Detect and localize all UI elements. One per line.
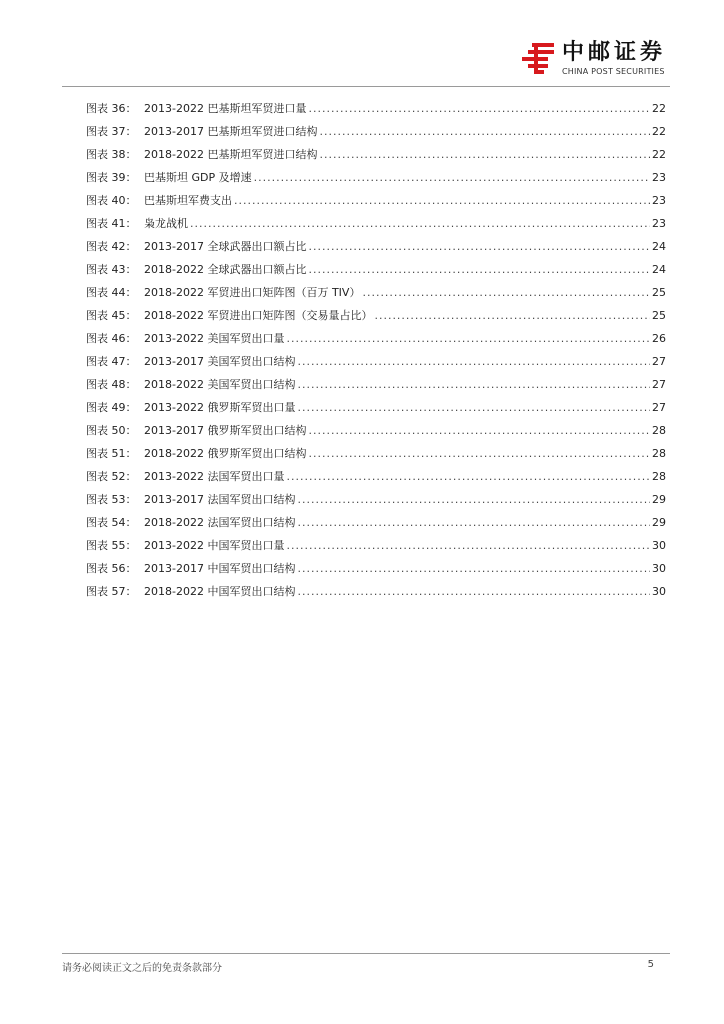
toc-entry-44[interactable] [86, 277, 666, 300]
toc-label: 图表 40： [86, 194, 137, 207]
toc-title: 2013-2017 俄罗斯军贸出口结构 [144, 424, 307, 437]
toc-leader [297, 401, 650, 415]
toc-title: 2013-2022 法国军贸出口量 [144, 470, 285, 483]
toc-label: 图表 44： [86, 286, 137, 299]
toc-entry-39[interactable] [86, 162, 666, 185]
toc-entry-47[interactable] [86, 346, 666, 369]
toc-label: 图表 50： [86, 424, 137, 437]
toc-leader [286, 539, 650, 553]
toc-label: 图表 39： [86, 171, 137, 184]
toc-leader [308, 263, 650, 277]
toc-title: 2013-2017 美国军贸出口结构 [144, 355, 296, 368]
toc-label: 图表 45： [86, 309, 137, 322]
toc-entry-56[interactable] [86, 553, 666, 576]
toc-page: 22 [652, 102, 666, 115]
toc-title: 2013-2017 中国军贸出口结构 [144, 562, 296, 575]
toc-title: 2018-2022 法国军贸出口结构 [144, 516, 296, 529]
toc-entry-43[interactable] [86, 254, 666, 277]
toc-page: 27 [652, 378, 666, 391]
toc-page: 24 [652, 240, 666, 253]
toc-label: 图表 54： [86, 516, 137, 529]
toc-title: 2018-2022 俄罗斯军贸出口结构 [144, 447, 307, 460]
toc-title: 2018-2022 中国军贸出口结构 [144, 585, 296, 598]
toc-title: 2013-2022 俄罗斯军贸出口量 [144, 401, 296, 414]
toc-leader [234, 194, 650, 208]
toc-entry-54[interactable] [86, 507, 666, 530]
footer-divider [62, 953, 670, 954]
toc-entry-40[interactable] [86, 185, 666, 208]
toc-entry-55[interactable] [86, 530, 666, 553]
toc-leader [308, 102, 650, 116]
toc-leader [297, 378, 650, 392]
figure-list [86, 93, 666, 599]
toc-page: 29 [652, 516, 666, 529]
toc-title: 枭龙战机 [144, 217, 188, 230]
toc-page: 23 [652, 217, 666, 230]
toc-label: 图表 38： [86, 148, 137, 161]
toc-entry-37[interactable] [86, 116, 666, 139]
toc-label: 图表 48： [86, 378, 137, 391]
toc-leader [308, 240, 650, 254]
toc-entry-50[interactable] [86, 415, 666, 438]
toc-label: 图表 42： [86, 240, 137, 253]
toc-title: 巴基斯坦 GDP 及增速 [144, 171, 252, 184]
toc-leader [362, 286, 650, 300]
toc-leader [374, 309, 650, 323]
toc-title: 2013-2017 全球武器出口额占比 [144, 240, 307, 253]
toc-leader [308, 424, 650, 438]
toc-entry-52[interactable] [86, 461, 666, 484]
toc-page: 28 [652, 470, 666, 483]
toc-label: 图表 52： [86, 470, 137, 483]
toc-leader [297, 355, 650, 369]
toc-label: 图表 37： [86, 125, 137, 138]
toc-leader [319, 148, 650, 162]
logo-name-en: CHINA POST SECURITIES [561, 66, 665, 76]
china-post-logo-icon [520, 40, 556, 76]
toc-label: 图表 53： [86, 493, 137, 506]
toc-page: 24 [652, 263, 666, 276]
toc-label: 图表 56： [86, 562, 137, 575]
toc-page: 25 [652, 309, 666, 322]
toc-page: 23 [652, 194, 666, 207]
toc-entry-41[interactable] [86, 208, 666, 231]
toc-title: 2013-2022 巴基斯坦军贸进口量 [144, 102, 307, 115]
toc-label: 图表 51： [86, 447, 137, 460]
toc-page: 27 [652, 401, 666, 414]
toc-page: 27 [652, 355, 666, 368]
toc-label: 图表 41： [86, 217, 137, 230]
toc-label: 图表 47： [86, 355, 137, 368]
toc-title: 2018-2022 全球武器出口额占比 [144, 263, 307, 276]
toc-page: 29 [652, 493, 666, 506]
toc-entry-42[interactable] [86, 231, 666, 254]
toc-page: 30 [652, 562, 666, 575]
toc-page: 22 [652, 148, 666, 161]
footer-page-number: 5 [647, 959, 654, 970]
toc-leader [254, 171, 650, 185]
toc-entry-38[interactable] [86, 139, 666, 162]
company-logo [520, 40, 666, 76]
toc-entry-49[interactable] [86, 392, 666, 415]
toc-label: 图表 49： [86, 401, 137, 414]
header-divider [62, 86, 670, 87]
toc-entry-36[interactable] [86, 93, 666, 116]
toc-leader [297, 562, 650, 576]
toc-page: 30 [652, 585, 666, 598]
toc-title: 2018-2022 美国军贸出口结构 [144, 378, 296, 391]
toc-leader [297, 516, 650, 530]
toc-entry-53[interactable] [86, 484, 666, 507]
toc-leader [319, 125, 650, 139]
toc-title: 2018-2022 军贸进出口矩阵图（交易量占比） [144, 309, 373, 322]
toc-page: 23 [652, 171, 666, 184]
toc-leader [297, 585, 650, 599]
toc-label: 图表 36： [86, 102, 137, 115]
toc-page: 25 [652, 286, 666, 299]
toc-title: 2018-2022 巴基斯坦军贸进口结构 [144, 148, 318, 161]
toc-title: 2013-2022 美国军贸出口量 [144, 332, 285, 345]
toc-page: 28 [652, 424, 666, 437]
toc-leader [308, 447, 650, 461]
toc-leader [286, 470, 650, 484]
toc-leader [190, 217, 650, 231]
toc-title: 2013-2022 中国军贸出口量 [144, 539, 285, 552]
toc-page: 30 [652, 539, 666, 552]
toc-title: 2013-2017 法国军贸出口结构 [144, 493, 296, 506]
toc-label: 图表 43： [86, 263, 137, 276]
toc-label: 图表 55： [86, 539, 137, 552]
toc-entry-57[interactable] [86, 576, 666, 599]
logo-name-cn: 中邮证券 [561, 39, 666, 65]
toc-label: 图表 57： [86, 585, 137, 598]
toc-entry-48[interactable] [86, 369, 666, 392]
toc-title: 2018-2022 军贸进出口矩阵图（百万 TIV） [144, 286, 361, 299]
toc-title: 2013-2017 巴基斯坦军贸进口结构 [144, 125, 318, 138]
toc-page: 22 [652, 125, 666, 138]
toc-entry-45[interactable] [86, 300, 666, 323]
toc-label: 图表 46： [86, 332, 137, 345]
toc-page: 28 [652, 447, 666, 460]
toc-entry-51[interactable] [86, 438, 666, 461]
toc-page: 26 [652, 332, 666, 345]
toc-entry-46[interactable] [86, 323, 666, 346]
toc-title: 巴基斯坦军费支出 [144, 194, 232, 207]
footer-disclaimer: 请务必阅读正文之后的免责条款部分 [62, 963, 222, 974]
toc-leader [286, 332, 650, 346]
toc-leader [297, 493, 650, 507]
